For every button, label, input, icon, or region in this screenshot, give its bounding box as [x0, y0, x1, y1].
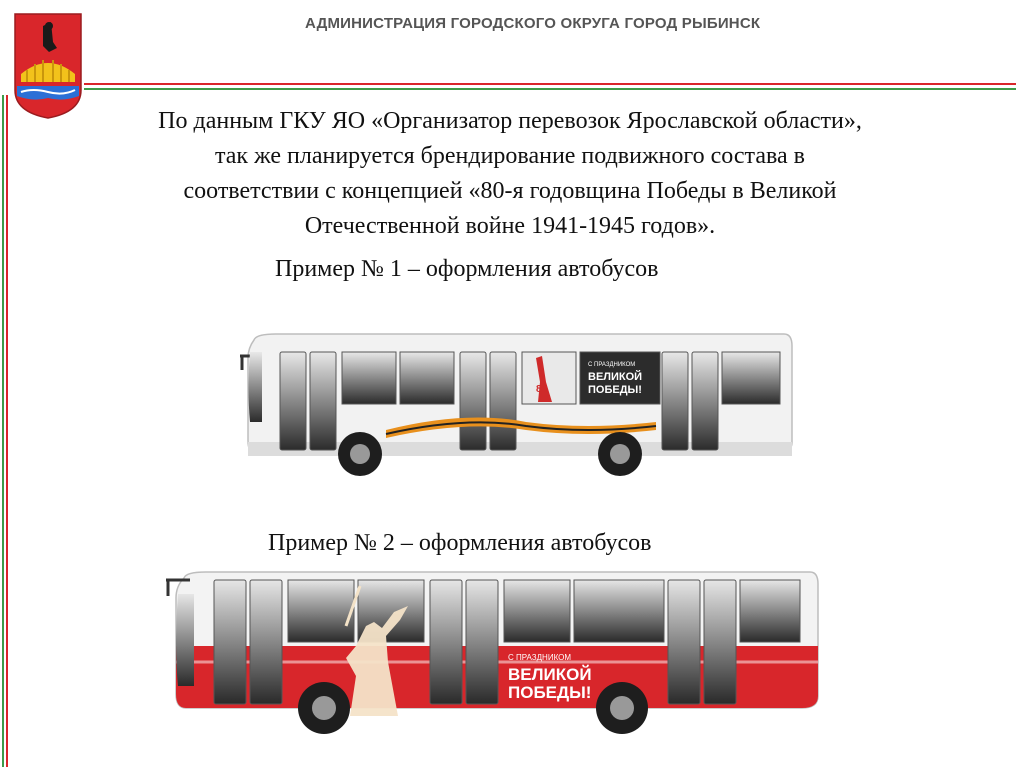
bus1-badge: 80 — [536, 384, 548, 395]
bus1-banner-line1: С ПРАЗДНИКОМ — [588, 362, 636, 368]
paragraph-line: Отечественной войне 1941-1945 годов». — [304, 213, 716, 239]
example1-caption: Пример № 1 – оформления автобусов — [275, 256, 659, 282]
top-stripe-green — [84, 88, 1016, 90]
bus-example-1 — [236, 330, 796, 480]
bus1-banner-line3: ПОБЕДЫ! — [588, 384, 642, 396]
header-title: АДМИНИСТРАЦИЯ ГОРОДСКОГО ОКРУГА ГОРОД РЫБИНСК — [305, 15, 761, 32]
left-stripe-red — [6, 95, 8, 767]
bus-example-2 — [160, 566, 820, 736]
bus1-banner-line2: ВЕЛИКОЙ — [588, 371, 643, 383]
example2-caption: Пример № 2 – оформления автобусов — [268, 530, 652, 556]
paragraph-line: так же планируется брендирование подвижного состава в — [215, 143, 805, 169]
intro-paragraph — [60, 104, 960, 244]
bus2-banner-line2: ВЕЛИКОЙ — [508, 665, 592, 684]
paragraph-line: соответствии с концепцией «80-я годовщина Победы в Великой — [183, 178, 837, 204]
bus2-banner-line1: С ПРАЗДНИКОМ — [508, 653, 572, 662]
top-stripe-red — [84, 83, 1016, 85]
left-stripe-green — [2, 95, 4, 767]
paragraph-line: По данным ГКУ ЯО «Организатор перевозок Ярославской области», — [158, 108, 862, 134]
bus2-banner-line3: ПОБЕДЫ! — [508, 683, 592, 702]
